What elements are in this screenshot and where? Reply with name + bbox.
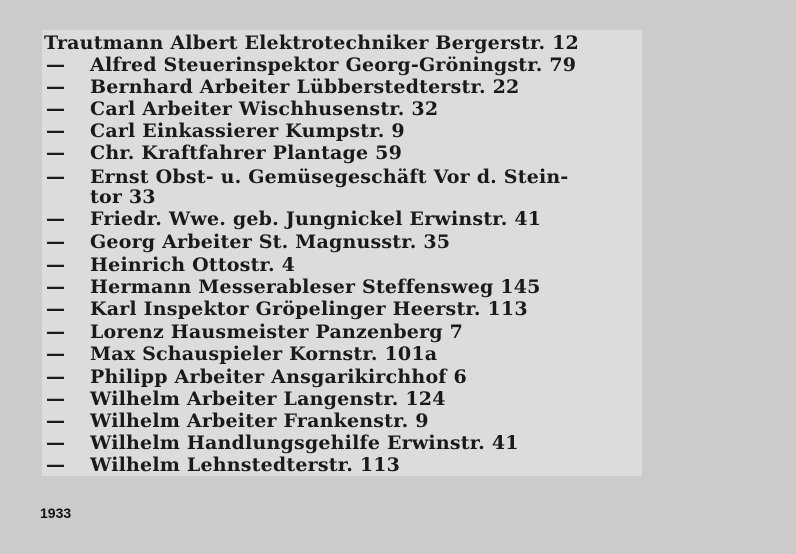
entry-dash: — [46, 76, 66, 98]
entry-text: Friedr. Wwe. geb. Jungnickel Erwinstr. 41 [90, 208, 542, 230]
entry-dash: — [46, 231, 66, 253]
entry-dash: — [46, 98, 66, 120]
entry-text: Wilhelm Lehnstedterstr. 113 [90, 454, 401, 476]
entry-text: Philipp Arbeiter Ansgarikirchhof 6 [90, 366, 467, 388]
entry-text: Carl Einkassierer Kumpstr. 9 [90, 120, 405, 142]
entry-text: Lorenz Hausmeister Panzenberg 7 [90, 321, 464, 343]
year-caption: 1933 [40, 505, 72, 521]
entry-dash: — [46, 166, 66, 188]
entry-text: Carl Arbeiter Wischhusenstr. 32 [90, 98, 439, 120]
entry-dash: — [46, 388, 66, 410]
entry-dash: — [46, 298, 66, 320]
entry-dash: — [46, 120, 66, 142]
entry-dash: — [46, 410, 66, 432]
entry-text: Hermann Messerableser Steffensweg 145 [90, 276, 541, 298]
entry-text: Chr. Kraftfahrer Plantage 59 [90, 142, 402, 164]
entry-dash: — [46, 254, 66, 276]
entry-text: Ernst Obst- u. Gemüsegeschäft Vor d. Stein- [90, 166, 569, 188]
entry-dash: — [46, 343, 66, 365]
entry-text: Wilhelm Arbeiter Langenstr. 124 [90, 388, 446, 410]
entry-text: tor 33 [90, 186, 156, 208]
entry-text: Max Schauspieler Kornstr. 101a [90, 343, 438, 365]
entry-dash: — [46, 142, 66, 164]
directory-scan [42, 30, 642, 476]
entry-dash: — [46, 276, 66, 298]
entry-text: Alfred Steuerinspektor Georg-Gröningstr. 79 [90, 54, 577, 76]
entry-text: Wilhelm Handlungsgehilfe Erwinstr. 41 [90, 432, 519, 454]
entry-text: Georg Arbeiter St. Magnusstr. 35 [90, 231, 451, 253]
entry-dash: — [46, 432, 66, 454]
entry-dash: — [46, 208, 66, 230]
entry-dash: — [46, 366, 66, 388]
entry-text: Heinrich Ottostr. 4 [90, 254, 296, 276]
entry-text: Karl Inspektor Gröpelinger Heerstr. 113 [90, 298, 528, 320]
entry-text: Trautmann Albert Elektrotechniker Bergerstr. 12 [44, 32, 579, 54]
entry-dash: — [46, 54, 66, 76]
entry-dash: — [46, 321, 66, 343]
entry-text: Wilhelm Arbeiter Frankenstr. 9 [90, 410, 429, 432]
entry-text: Bernhard Arbeiter Lübberstedterstr. 22 [90, 76, 520, 98]
entry-dash: — [46, 454, 66, 476]
